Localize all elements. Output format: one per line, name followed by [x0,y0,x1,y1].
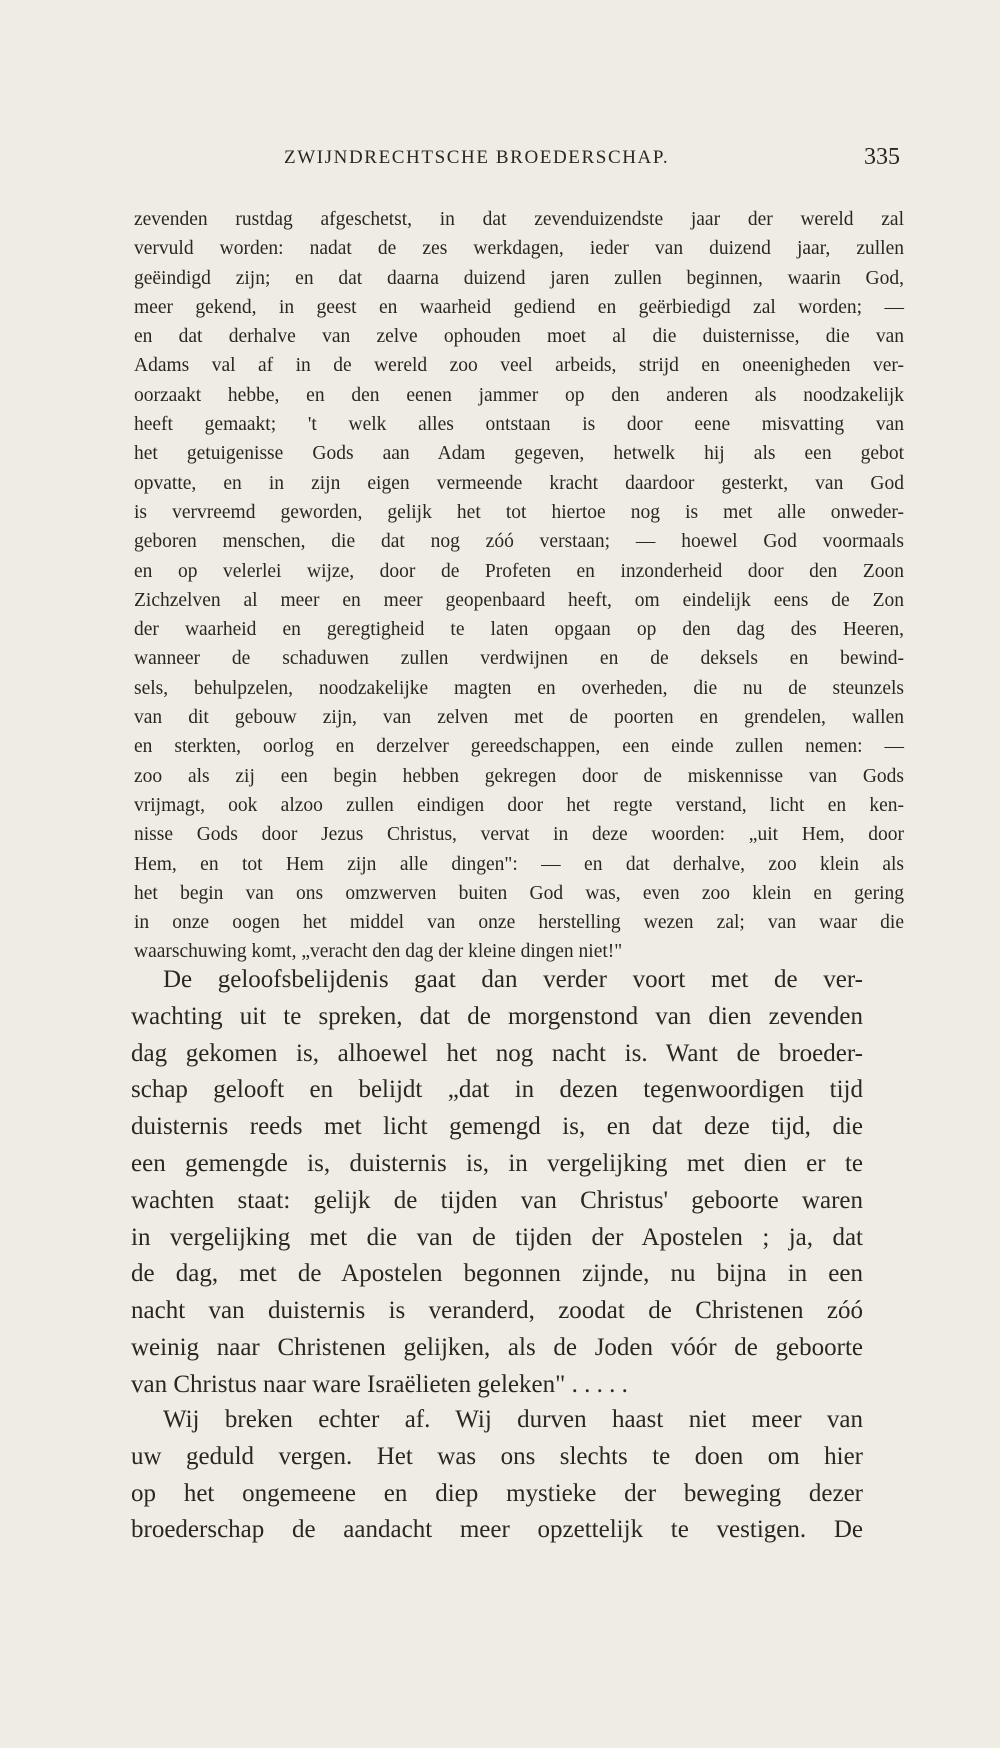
body-line: duisternis reeds met licht gemengd is, en dat deze tijd, die [131,1113,863,1141]
page-number: 335 [864,144,900,170]
body-line: broederschap de aandacht meer opzettelijk te vestigen. De [131,1516,863,1544]
quote-line: der waarheid en geregtigheid te laten opgaan op den dag des Heeren, [134,619,904,641]
quote-line: Hem, en tot Hem zijn alle dingen": — en dat derhalve, zoo klein als [134,853,904,875]
quote-line: vervuld worden: nadat de zes werkdagen, ieder van duizend jaar, zullen [134,238,904,260]
quoted-passage [134,205,904,967]
quote-line: het begin van ons omzwerven buiten God was, even zoo klein en gering [134,882,904,904]
quote-line: Adams val af in de wereld zoo veel arbeids, strijd en oneenigheden ver- [134,355,904,377]
body-line: een gemengde is, duisternis is, in vergelijking met dien er te [131,1149,863,1177]
quote-line: van dit gebouw zijn, van zelven met de poorten en grendelen, wallen [134,707,904,729]
quote-line: geboren menschen, die dat nog zóó verstaan; — hoewel God voormaals [134,531,904,553]
quote-line: vrijmagt, ook alzoo zullen eindigen door het regte verstand, licht en ken- [134,794,904,816]
quote-line: wanneer de schaduwen zullen verdwijnen en de deksels en bewind- [134,648,904,670]
body-line: wachten staat: gelijk de tijden van Christus' geboorte waren [131,1186,863,1214]
body-line: op het ongemeene en diep mystieke der beweging dezer [131,1479,863,1507]
body-line: uw geduld vergen. Het was ons slechts te doen om hier [131,1442,863,1470]
quote-line: geëindigd zijn; en dat daarna duizend jaren zullen beginnen, waarin God, [134,267,904,289]
body-line: de dag, met de Apostelen begonnen zijnde, nu bijna in een [131,1260,863,1288]
quote-line: Zichzelven al meer en meer geopenbaard heeft, om eindelijk eens de Zon [134,589,904,611]
running-header [134,144,904,177]
quote-line: sels, behulpzelen, noodzakelijke magten en overheden, die nu de steunzels [134,677,904,699]
body-line: schap gelooft en belijdt „dat in dezen tegenwoordigen tijd [131,1076,863,1104]
quote-line: oorzaakt hebbe, en den eenen jammer op den anderen als noodzakelijk [134,384,904,406]
quote-line: nisse Gods door Jezus Christus, vervat in deze woorden: „uit Hem, door [134,824,904,846]
quote-line: meer gekend, in geest en waarheid gediend en geërbiedigd zal worden; — [134,296,904,318]
body-line: van Christus naar ware Israëlieten geleken" . . . . . [131,1370,628,1398]
header-title: ZWIJNDRECHTSCHE BROEDERSCHAP. [284,147,670,168]
quote-line: is vervreemd geworden, gelijk het tot hiertoe nog is met alle onweder- [134,501,904,523]
quote-line: waarschuwing komt, „veracht den dag der kleine dingen niet!" [134,941,623,963]
quote-line: opvatte, en in zijn eigen vermeende kracht daardoor gesterkt, van God [134,472,904,494]
body-line: nacht van duisternis is veranderd, zoodat de Christenen zóó [131,1297,863,1325]
body-line: weinig naar Christenen gelijken, als de Joden vóór de geboorte [131,1333,863,1361]
quote-line: en dat derhalve van zelve ophouden moet al die duisternisse, die van [134,326,904,348]
quote-line: zoo als zij een begin hebben gekregen door de miskennisse van Gods [134,765,904,787]
quote-line: heeft gemaakt; 't welk alles ontstaan is door eene misvatting van [134,414,904,436]
quote-line: en op velerlei wijze, door de Profeten en inzonderheid door den Zoon [134,560,904,582]
body-line: Wij breken echter af. Wij durven haast niet meer van [163,1406,863,1433]
closing-paragraph [131,1402,863,1549]
body-paragraph [131,962,863,1404]
body-line: wachting uit te spreken, dat de morgenstond van dien zevenden [131,1002,863,1030]
quote-line: het getuigenisse Gods aan Adam gegeven, hetwelk hij als een gebot [134,443,904,465]
body-line: De geloofsbelijdenis gaat dan verder voort met de ver- [163,966,863,993]
body-line: in vergelijking met die van de tijden der Apostelen ; ja, dat [131,1223,863,1251]
body-line: dag gekomen is, alhoewel het nog nacht is. Want de broeder- [131,1039,863,1067]
quote-line: zevenden rustdag afgeschetst, in dat zevenduizendste jaar der wereld zal [134,209,904,230]
quote-line: in onze oogen het middel van onze herstelling wezen zal; van waar die [134,912,904,934]
quote-line: en sterkten, oorlog en derzelver gereedschappen, een einde zullen nemen: — [134,736,904,758]
